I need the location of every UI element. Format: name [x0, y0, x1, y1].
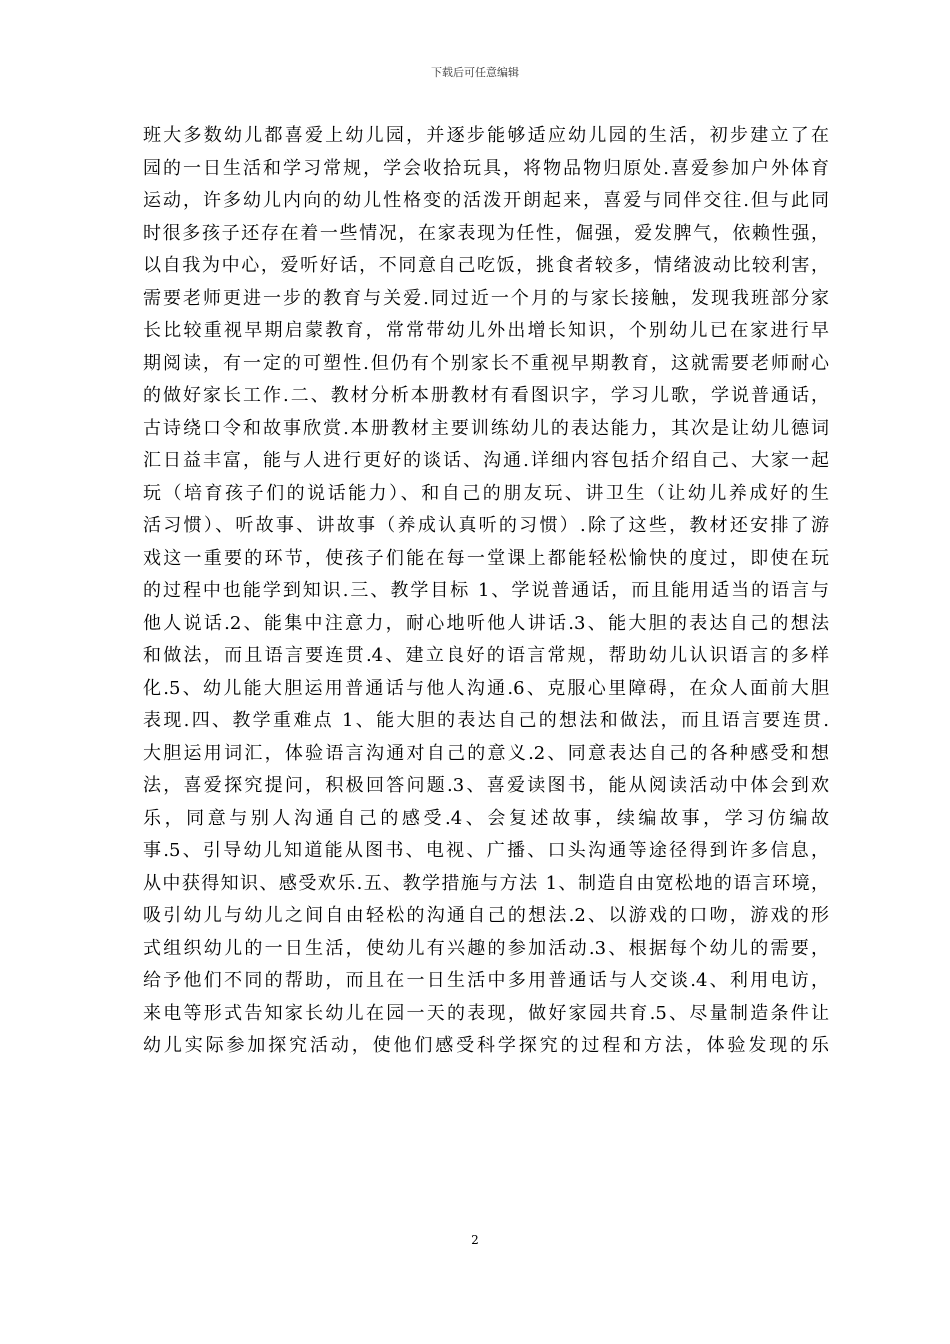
page-number: 2	[471, 1233, 479, 1247]
text-line: 园的一日生活和学习常规，学会收拾玩具，将物品物归原处.喜爱参加户外体育	[143, 157, 829, 179]
page-header: 下载后可任意编辑	[431, 66, 519, 79]
text-line: 期阅读，有一定的可塑性.但仍有个别家长不重视早期教育，这就需要老师耐心	[143, 352, 829, 374]
text-line: 幼儿实际参加探究活动，使他们感受科学探究的过程和方法，体验发现的乐	[143, 1035, 829, 1056]
text-line: 的过程中也能学到知识.三、教学目标 1、学说普通话，而且能用适当的语言与	[143, 580, 829, 601]
text-line: 时很多孩子还存在着一些情况，在家表现为任性，倔强，爱发脾气，依赖性强，	[143, 222, 829, 244]
text-line: 来电等形式告知家长幼儿在园一天的表现，做好家园共育.5、尽量制造条件让	[143, 1002, 829, 1024]
text-line: 活习惯）、听故事、讲故事（养成认真听的习惯）.除了这些，教材还安排了游	[143, 515, 829, 536]
text-line: 戏这一重要的环节，使孩子们能在每一堂课上都能轻松愉快的度过，即使在玩	[143, 547, 829, 569]
body-text	[143, 120, 829, 1063]
text-line: 乐，同意与别人沟通自己的感受.4、会复述故事，续编故事，学习仿编故	[143, 807, 829, 829]
text-line: 需要老师更进一步的教育与关爱.同过近一个月的与家长接触，发现我班部分家	[143, 287, 829, 309]
text-line: 吸引幼儿与幼儿之间自由轻松的沟通自己的想法.2、以游戏的口吻，游戏的形	[143, 905, 829, 926]
text-line: 事.5、引导幼儿知道能从图书、电视、广播、口头沟通等途径得到许多信息，	[143, 840, 829, 861]
text-line: 从中获得知识、感受欢乐.五、教学措施与方法 1、制造自由宽松地的语言环境，	[143, 872, 829, 894]
text-line: 法，喜爱探究提问，积极回答问题.3、喜爱读图书，能从阅读活动中体会到欢	[143, 775, 829, 796]
text-line: 他人说话.2、能集中注意力，耐心地听他人讲话.3、能大胆的表达自己的想法	[143, 612, 829, 634]
text-line: 玩（培育孩子们的说话能力）、和自己的朋友玩、讲卫生（让幼儿养成好的生	[143, 482, 829, 504]
text-line: 和做法，而且语言要连贯.4、建立良好的语言常规，帮助幼儿认识语言的多样	[143, 645, 829, 666]
text-line: 给予他们不同的帮助，而且在一日生活中多用普通话与人交谈.4、利用电访，	[143, 970, 829, 991]
text-line: 的做好家长工作.二、教材分析本册教材有看图识字，学习儿歌，学说普通话，	[143, 385, 829, 406]
text-line: 古诗绕口令和故事欣赏.本册教材主要训练幼儿的表达能力，其次是让幼儿德词	[143, 417, 829, 439]
text-line: 以自我为中心，爱听好话，不同意自己吃饭，挑食者较多，情绪波动比较利害，	[143, 255, 829, 276]
text-line: 大胆运用词汇，体验语言沟通对自己的意义.2、同意表达自己的各种感受和想	[143, 742, 829, 764]
text-line: 式组织幼儿的一日生活，使幼儿有兴趣的参加活动.3、根据每个幼儿的需要，	[143, 937, 829, 959]
text-line: 长比较重视早期启蒙教育，常常带幼儿外出增长知识，个别幼儿已在家进行早	[143, 320, 829, 341]
text-line: 运动，许多幼儿内向的幼儿性格变的活泼开朗起来，喜爱与同伴交往.但与此同	[143, 190, 829, 211]
text-line: 化.5、幼儿能大胆运用普通话与他人沟通.6、克服心里障碍，在众人面前大胆	[143, 677, 829, 699]
text-line: 班大多数幼儿都喜爱上幼儿园，并逐步能够适应幼儿园的生活，初步建立了在	[143, 125, 829, 146]
text-line: 汇日益丰富，能与人进行更好的谈话、沟通.详细内容包括介绍自己、大家一起	[143, 450, 829, 471]
text-line: 表现.四、教学重难点 1、能大胆的表达自己的想法和做法，而且语言要连贯.	[143, 710, 829, 731]
